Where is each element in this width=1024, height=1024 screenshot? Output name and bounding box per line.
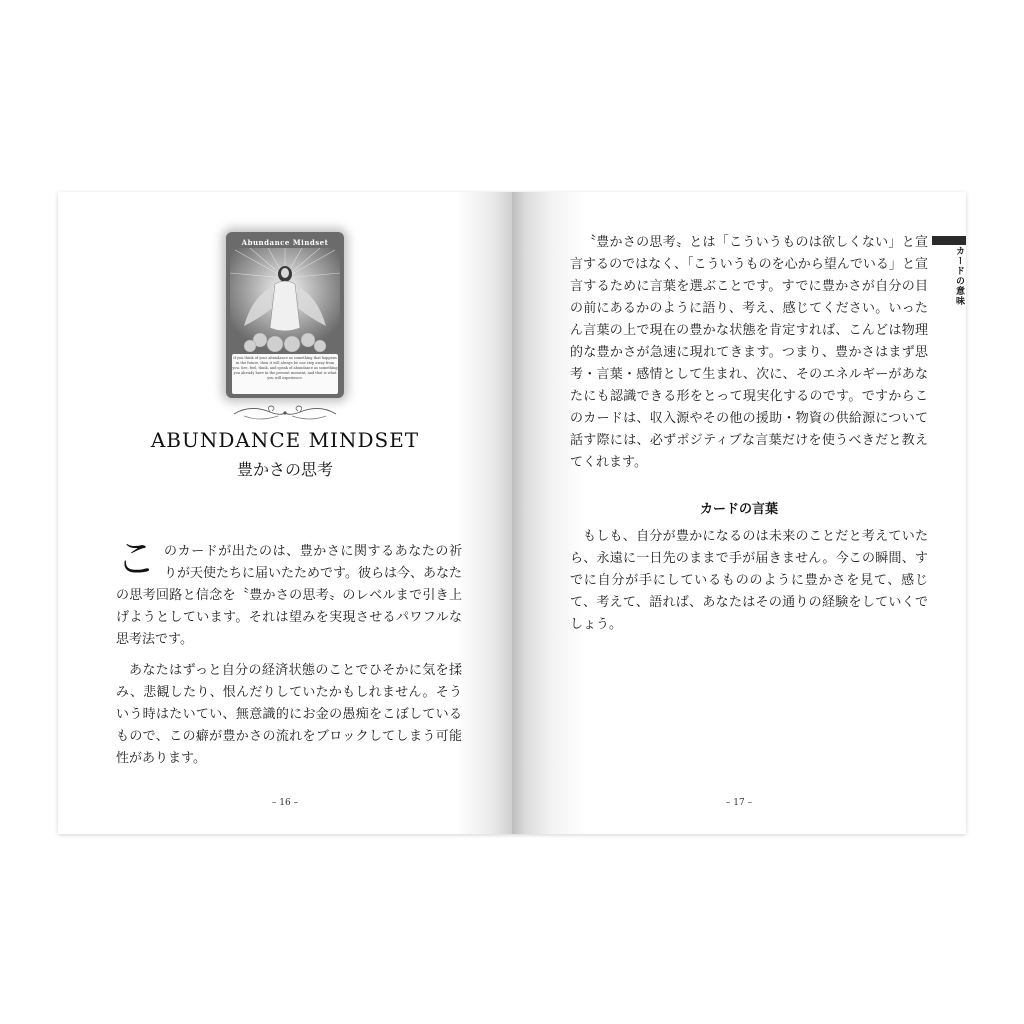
card-title: Abundance Mindset: [241, 238, 329, 247]
section-heading: カードの言葉: [699, 502, 778, 517]
right-page: [512, 192, 966, 834]
card-title-japanese: 豊かさの思考: [236, 460, 333, 479]
flourish-ornament: [230, 402, 340, 424]
angel-illustration: [230, 248, 340, 352]
open-book: [58, 192, 966, 834]
right-body-text: [570, 232, 928, 474]
paragraph: 〝豊かさの思考〟とは「こういうものは欲しくない」と宣言するのではなく、「こういうものを心から望んでいる」と宣言するために言葉を選ぶことです。すでに豊かさが自分の目の前にあるかのように語り、考え、感じてください。いったん言葉の上で現在の豊かな状態を肯定すれば、こんどは物理的な豊かさが急速に現れてきます。つまり、豊かさはまず思考・言葉・感情として生まれ、次に、そのエネルギーがあなたにも認識できる形をとって現実化するのです。ですからこのカードは、収入源やその他の援助・物資の供給源について話す際には、必ずポジティブな言葉だけを使うべきだと教えてくれます。: [570, 235, 928, 470]
paragraph-text: のカードが出たのは、豊かさに関するあなたの祈りが天使たちに届いたためです。彼らは今、あなたの思考回路と信念を〝豊かさの思考〟のレベルまで引き上げようとしています。それは望みを実現させるパワフルな思考法です。: [116, 544, 462, 647]
paragraph: あなたはずっと自分の経済状態のことでひそかに気を揉み、悲観したり、恨んだりしていたかもしれません。そういう時はたいてい、無意識的にお金の愚痴をこぼしているもので、この癖が豊かさの流れをブロックしてしまう可能性があります。: [116, 663, 462, 766]
paragraph: もしも、自分が豊かになるのは未来のことだと考えていたら、永遠に一日先のままで手が届きません。今この瞬間、すでに自分が手にしているもののように豊かさを見て、感じて、考えて、語れば、あなたはその通りの経験をしていくでしょう。: [570, 529, 928, 632]
chapter-tab-label: カードの意味: [954, 246, 964, 306]
card-title-english: ABUNDANCE MINDSET: [150, 428, 420, 452]
drop-cap: こ: [116, 536, 156, 582]
card-caption: If you think of your abundance as something that happens in the future, then it will always be one step away from you. See, feel, think, and speak of abundance as something you already have in the present moment, and that is what you will experience.: [232, 354, 338, 394]
right-body-text-2: [570, 526, 928, 636]
chapter-tab-bar: [932, 236, 966, 245]
paragraph: [116, 536, 462, 651]
card-image: [226, 232, 344, 398]
page-number: – 16 –: [271, 798, 299, 808]
page-number: – 17 –: [725, 798, 753, 808]
left-body-text: [116, 536, 462, 770]
left-page: [58, 192, 512, 834]
